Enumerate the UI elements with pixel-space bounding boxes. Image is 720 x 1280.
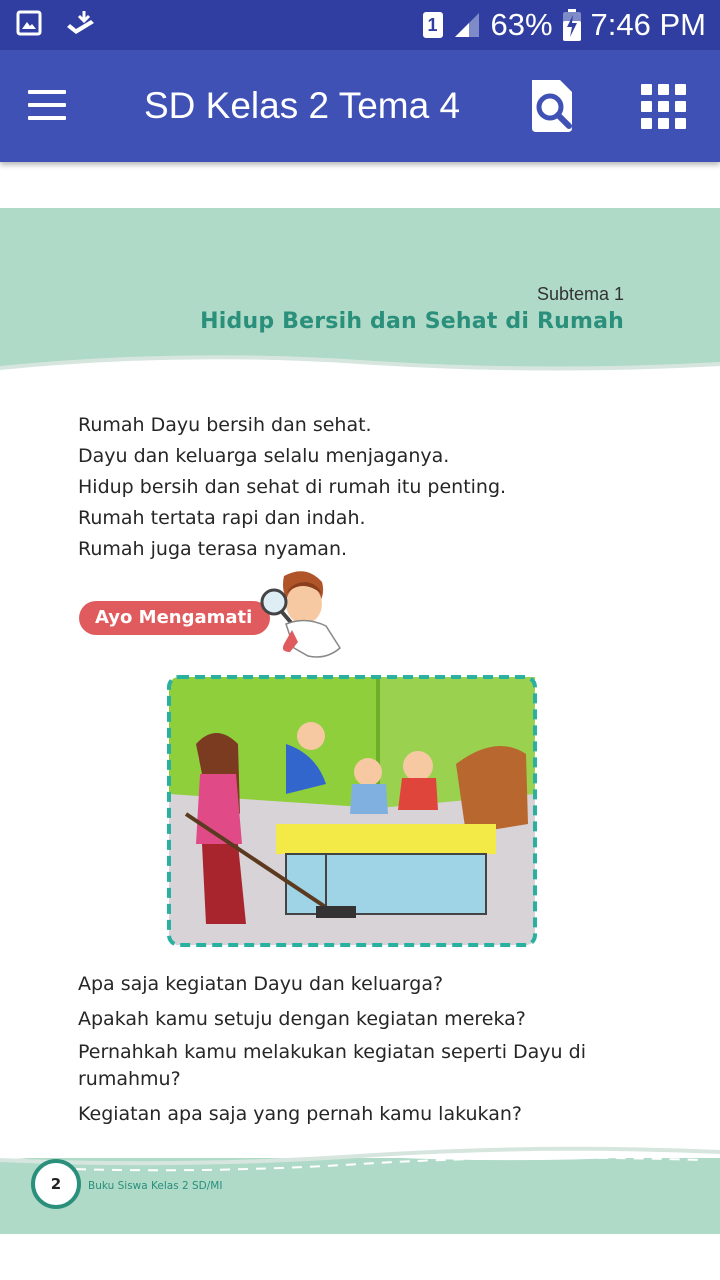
app-bar [0,50,720,162]
bottom-area [0,1234,720,1280]
search-document-button[interactable] [528,78,578,134]
paragraph-line: Dayu dan keluarga selalu menjaganya. [78,445,450,467]
page-number: 2 [50,1175,62,1193]
app-title: SD Kelas 2 Tema 4 [144,85,461,126]
question-line: Pernahkah kamu melakukan kegiatan seperti Dayu di rumahmu? [78,1041,586,1090]
paragraph-line: Rumah Dayu bersih dan sehat. [78,414,372,436]
question-line: Kegiatan apa saja yang pernah kamu lakukan? [78,1103,522,1125]
sim-slot-label: 1 [427,15,438,35]
header-wave [0,348,720,398]
magnifier-boy-illustration [256,568,346,663]
family-cleaning-illustration [166,674,538,948]
sim-icon [423,12,443,38]
search-document-icon [528,78,578,134]
book-page[interactable] [0,208,720,1234]
footer-wave [0,1138,720,1178]
download-icon [64,9,98,37]
grid-apps-button[interactable] [641,84,687,130]
subtema-title: Hidup Bersih dan Sehat di Rumah [200,309,624,334]
menu-button[interactable] [28,90,68,120]
paragraph-line: Rumah juga terasa nyaman. [78,538,348,560]
questions-list [78,969,648,1134]
signal-icon [453,11,481,39]
paragraph-line: Rumah tertata rapi dan indah. [78,507,366,529]
question-line: Apakah kamu setuju dengan kegiatan mereka? [78,1008,526,1030]
intro-paragraph [78,410,658,565]
battery-percent: 63% [490,7,553,42]
subtema-label: Subtema 1 [536,284,624,304]
image-icon [16,10,42,36]
status-bar [0,0,720,50]
clock: 7:46 PM [590,7,706,42]
battery-charging-icon [563,9,581,41]
ayo-mengamati-label: Ayo Mengamati [79,601,270,635]
paragraph-line: Hidup bersih dan sehat di rumah itu penting. [78,476,507,498]
book-label: Buku Siswa Kelas 2 SD/MI [88,1180,223,1192]
question-line: Apa saja kegiatan Dayu dan keluarga? [78,973,444,995]
